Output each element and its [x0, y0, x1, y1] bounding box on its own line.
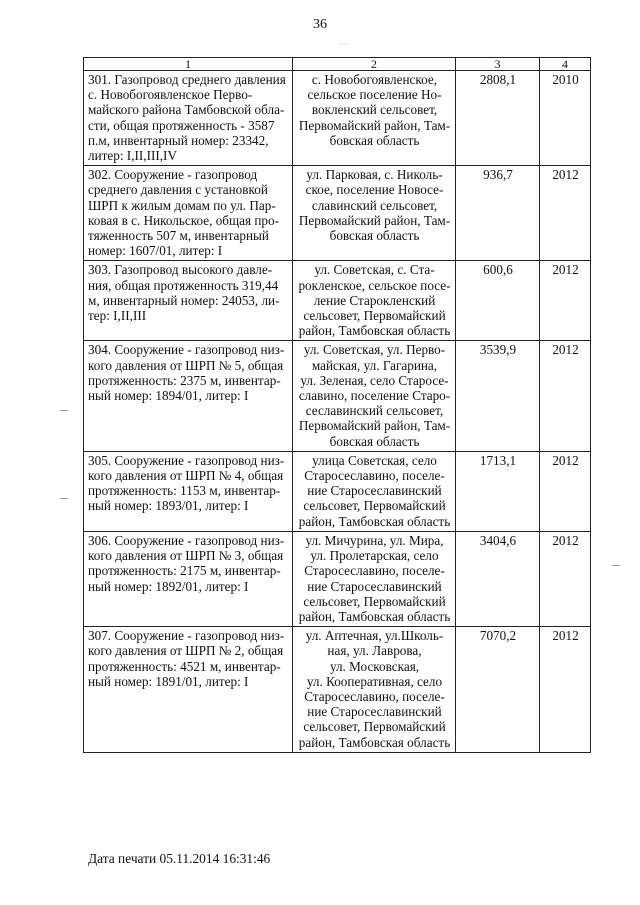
object-length: 3539,9 — [456, 341, 540, 451]
object-name: 307. Сооружение - газопровод низ- кого давления от ШРП № 2, общая протяженность: 4521 м, инвентар- ный номер: 1891/01, литер: I — [84, 627, 293, 753]
table-row — [84, 341, 591, 451]
object-name: 302. Сооружение - газопровод среднего давления с установкой ШРП к жилым домам по ул. Пар- ковая в с. Никольское, общая про- тяженность 507 м, инвентарный номер: 1607/01, литер: I — [84, 166, 293, 261]
registry-table — [83, 57, 591, 753]
print-date: Дата печати 05.11.2014 16:31:46 — [88, 851, 271, 866]
binding-mark — [60, 498, 68, 499]
header-col-3: 3 — [456, 58, 540, 71]
object-length: 3404,6 — [456, 531, 540, 626]
table-row — [84, 166, 591, 261]
object-year: 2012 — [540, 627, 591, 753]
object-length: 1713,1 — [456, 451, 540, 531]
object-address: ул. Советская, с. Ста- рокленское, сельское посе- ление Старокленский сельсовет, Первомайский район, Тамбовская область — [293, 261, 456, 341]
object-address: улица Советская, село Старосеславино, поселе- ние Старосеславинский сельсовет, Первомайский район, Тамбовская область — [293, 451, 456, 531]
object-name: 301. Газопровод среднего давления с. Новобогоявленское Перво- майского района Тамбовской обла- сти, общая протяженность - 3587 п.м, инвентарный номер: 23342, литер: I,II,III,IV — [84, 71, 293, 166]
table-row — [84, 451, 591, 531]
table-row — [84, 71, 591, 166]
object-address: с. Новобогоявленское, сельское поселение Но- вокленский сельсовет, Первомайский район, Там- бовская область — [293, 71, 456, 166]
header-col-4: 4 — [540, 58, 591, 71]
binding-mark — [612, 565, 620, 566]
object-address: ул. Советская, ул. Перво- майская, ул. Гагарина, ул. Зеленая, село Старосе- славино, поселение Старо- сеславинский сельсовет, Первомайский район, Там- бовская область — [293, 341, 456, 451]
table-row — [84, 261, 591, 341]
object-year: 2012 — [540, 261, 591, 341]
object-address: ул. Аптечная, ул.Школь- ная, ул. Лаврова, ул. Московская, ул. Кооперативная, село Старосеславино, поселе- ние Старосеславинский сельсовет, Первомайский район, Тамбовская область — [293, 627, 456, 753]
object-year: 2012 — [540, 166, 591, 261]
object-name: 304. Сооружение - газопровод низ- кого давления от ШРП № 5, общая протяженность: 2375 м, инвентар- ный номер: 1894/01, литер: I — [84, 341, 293, 451]
object-year: 2012 — [540, 451, 591, 531]
object-name: 306. Сооружение - газопровод низ- кого давления от ШРП № 3, общая протяженность: 2175 м, инвентар- ный номер: 1892/01, литер: I — [84, 531, 293, 626]
object-length: 936,7 — [456, 166, 540, 261]
scan-speck: · · — [340, 40, 348, 49]
object-year: 2010 — [540, 71, 591, 166]
object-address: ул. Мичурина, ул. Мира, ул. Пролетарская, село Старосеславино, поселе- ние Старосеславинский сельсовет, Первомайский район, Тамбовская область — [293, 531, 456, 626]
object-length: 600,6 — [456, 261, 540, 341]
object-name: 303. Газопровод высокого давле- ния, общая протяженность 319,44 м, инвентарный номер: 24053, ли- тер: I,II,III — [84, 261, 293, 341]
object-length: 2808,1 — [456, 71, 540, 166]
page-number: 36 — [313, 17, 327, 32]
object-year: 2012 — [540, 531, 591, 626]
header-row — [84, 58, 591, 71]
object-name: 305. Сооружение - газопровод низ- кого давления от ШРП № 4, общая протяженность: 1153 м, инвентар- ный номер: 1893/01, литер: I — [84, 451, 293, 531]
header-col-2: 2 — [293, 58, 456, 71]
object-address: ул. Парковая, с. Николь- ское, поселение Новосе- славинский сельсовет, Первомайский район, Там- бовская область — [293, 166, 456, 261]
object-length: 7070,2 — [456, 627, 540, 753]
table-row — [84, 531, 591, 626]
object-year: 2012 — [540, 341, 591, 451]
header-col-1: 1 — [84, 58, 293, 71]
table-row — [84, 627, 591, 753]
binding-mark — [60, 410, 68, 411]
